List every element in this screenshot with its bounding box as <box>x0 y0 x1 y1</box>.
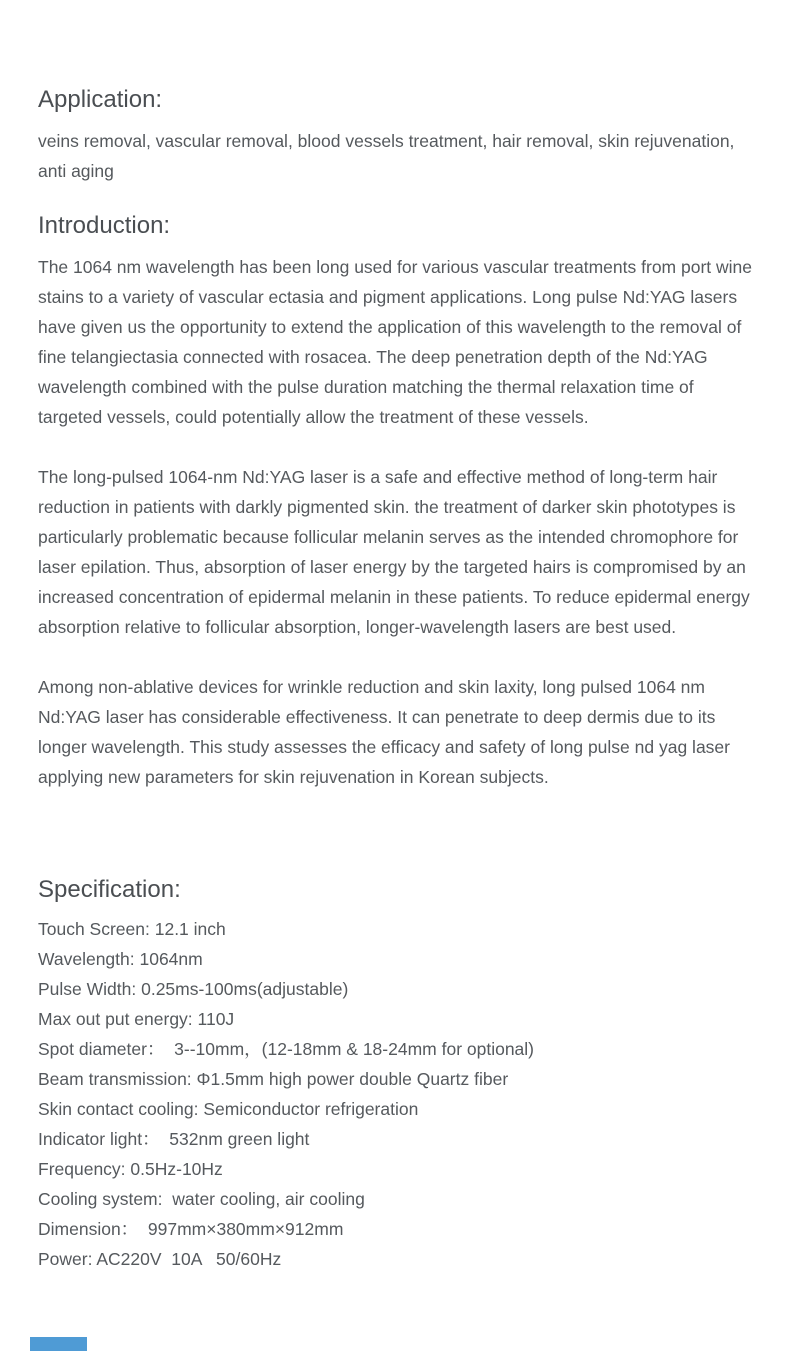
spec-item-spot-diameter: Spot diameter： 3--10mm，(12-18mm & 18-24mm for optional) <box>38 1039 535 1059</box>
application-text: veins removal, vascular removal, blood vessels treatment, hair removal, skin rejuvenation, anti aging <box>38 131 735 181</box>
spec-item-power: Power: AC220V 10A 50/60Hz <box>38 1249 282 1269</box>
spec-item-touch-screen: Touch Screen: 12.1 inch <box>38 919 226 939</box>
introduction-paragraph-2: The long-pulsed 1064-nm Nd:YAG laser is a safe and effective method of long-term hair reduction in patients with darkly pigmented skin. the treatment of darker skin phototypes is particularly problematic because follicular melanin serves as the intended chromophore for laser epilation. Thus, absorption of laser energy by the targeted hairs is compromised by an increased concentration of epidermal melanin in these patients. To reduce epidermal energy absorption relative to follicular absorption, longer-wavelength lasers are best used. <box>38 467 750 637</box>
spec-item-pulse-width: Pulse Width: 0.25ms-100ms(adjustable) <box>38 979 349 999</box>
spec-item-wavelength: Wavelength: 1064nm <box>38 949 203 969</box>
spec-item-beam-transmission: Beam transmission: Φ1.5mm high power double Quartz fiber <box>38 1069 509 1089</box>
section-introduction <box>38 186 762 792</box>
spec-item-frequency: Frequency: 0.5Hz-10Hz <box>38 1159 223 1179</box>
spec-item-dimension: Dimension： 997mm×380mm×912mm <box>38 1219 344 1239</box>
partial-blue-element <box>30 1337 87 1351</box>
section-specification <box>38 792 762 1274</box>
spec-list <box>38 914 762 1274</box>
spec-item-skin-cooling: Skin contact cooling: Semiconductor refrigeration <box>38 1099 419 1119</box>
spec-item-max-energy: Max out put energy: 110J <box>38 1009 235 1029</box>
section-application <box>38 0 762 186</box>
application-heading: Application: <box>38 86 163 113</box>
introduction-paragraph-3: Among non-ablative devices for wrinkle reduction and skin laxity, long pulsed 1064 nm Nd:YAG laser has considerable effectiveness. It can penetrate to deep dermis due to its longer wavelength. This study assesses the efficacy and safety of long pulse nd yag laser applying new parameters for skin rejuvenation in Korean subjects. <box>38 677 730 787</box>
specification-heading: Specification: <box>38 876 181 903</box>
spec-item-indicator-light: Indicator light： 532nm green light <box>38 1129 310 1149</box>
introduction-heading: Introduction: <box>38 212 171 239</box>
spec-item-cooling-system: Cooling system: water cooling, air cooling <box>38 1189 365 1209</box>
introduction-paragraph-1: The 1064 nm wavelength has been long used for various vascular treatments from port wine stains to a variety of vascular ectasia and pigment applications. Long pulse Nd:YAG lasers have given us the opportunity to extend the application of this wavelength to the removal of fine telangiectasia connected with rosacea. The deep penetration depth of the Nd:YAG wavelength combined with the pulse duration matching the thermal relaxation time of targeted vessels, could potentially allow the treatment of these vessels. <box>38 257 752 427</box>
